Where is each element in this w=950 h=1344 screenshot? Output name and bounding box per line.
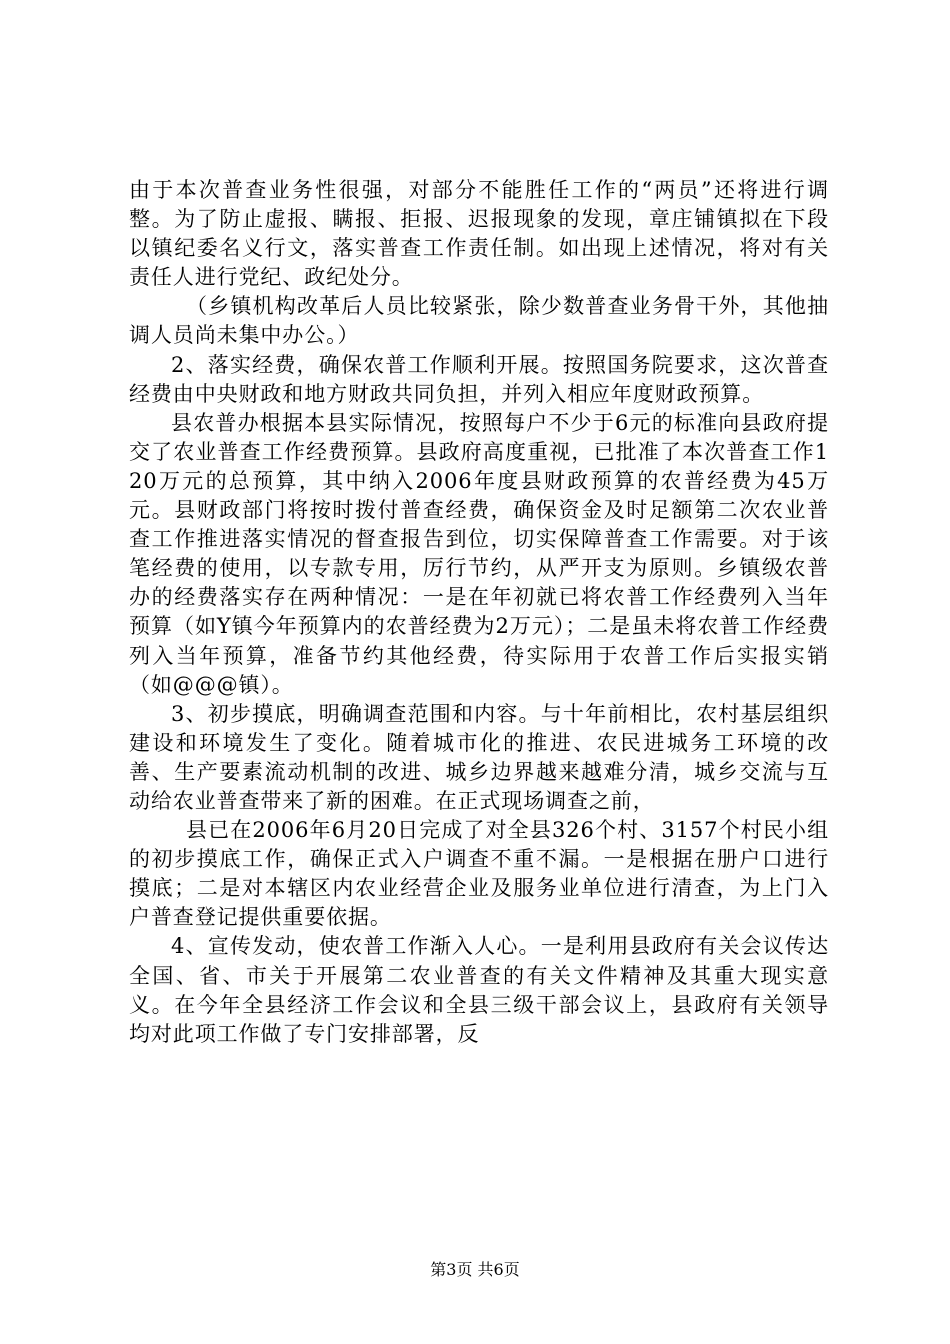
paragraph-publicity: 4、宣传发动，使农普工作渐入人心。一是利用县政府有关会议传达全国、省、市关于开展第二农业普查的有关文件精神及其重大现实意义。在今年全县经济工作会议和全县三级干部会议上，县政府有关领导均对此项工作做了专门安排部署，反 — [129, 934, 829, 1046]
paragraph-funding-details: 县农普办根据本县实际情况，按照每户不少于6元的标准向县政府提交了农业普查工作经费预算。县政府高度重视，已批准了本次普查工作120万元的总预算，其中纳入2006年度县财政预算的农普经费为45万元。县财政部门将按时拨付普查经费，确保资金及时足额第二次农业普查工作推进落实情况的督查报告到位，切实保障普查工作需要。对于该笔经费的使用，以专款专用，厉行节约，从严开支为原则。乡镇级农普办的经费落实存在两种情况：一是在年初就已将农普工作经费列入当年预算（如Y镇今年预算内的农普经费为2万元）；二是虽未将农普工作经费列入当年预算，准备节约其他经费，待实际用于农普工作后实报实销（如@@@镇）。 — [129, 410, 829, 697]
document-body — [129, 176, 829, 1049]
paragraph-staffing-note: （乡镇机构改革后人员比较紧张，除少数普查业务骨干外，其他抽调人员尚未集中办公。） — [129, 294, 829, 348]
paragraph-preliminary-survey: 县已在2006年6月20日完成了对全县326个村、3157个村民小组的初步摸底工作，确保正式入户调查不重不漏。一是根据在册户口进行摸底；二是对本辖区内农业经营企业及服务业单位进行清查，为上门入户普查登记提供重要依据。 — [129, 818, 829, 930]
paragraph-personnel-adjustment: 由于本次普查业务性很强，对部分不能胜任工作的“两员”还将进行调整。为了防止虚报、瞒报、拒报、迟报现象的发现，章庄铺镇拟在下段以镇纪委名义行文，落实普查工作责任制。如出现上述情况，将对有关责任人进行党纪、政纪处分。 — [129, 178, 829, 290]
paragraph-funding-heading: 2、落实经费，确保农普工作顺利开展。按照国务院要求，这次普查经费由中央财政和地方财政共同负担，并列入相应年度财政预算。 — [129, 352, 829, 406]
page-number-footer: 第3页 共6页 — [430, 1260, 520, 1279]
paragraph-survey-scope: 3、初步摸底，明确调查范围和内容。与十年前相比，农村基层组织建设和环境发生了变化。随着城市化的推进、农民进城务工环境的改善、生产要素流动机制的改进、城乡边界越来越难分清，城乡交流与互动给农业普查带来了新的困难。在正式现场调查之前， — [129, 701, 829, 813]
